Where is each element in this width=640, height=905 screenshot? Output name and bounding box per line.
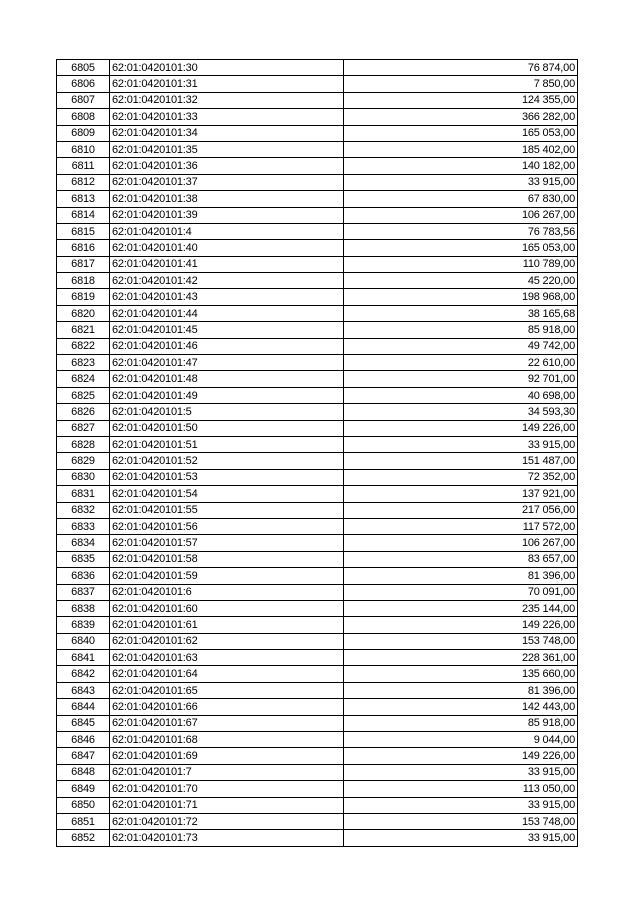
- cadastral-number-cell: 62:01:0420101:49: [110, 387, 344, 403]
- table-row: [57, 502, 578, 518]
- cadastral-number-cell: 62:01:0420101:42: [110, 273, 344, 289]
- row-number-cell: 6805: [57, 60, 110, 76]
- value-cell: 72 352,00: [344, 469, 578, 485]
- row-number-cell: 6830: [57, 469, 110, 485]
- row-number-cell: 6817: [57, 256, 110, 272]
- row-number-cell: 6842: [57, 666, 110, 682]
- cadastral-number-cell: 62:01:0420101:54: [110, 486, 344, 502]
- cadastral-number-cell: 62:01:0420101:67: [110, 715, 344, 731]
- value-cell: 165 053,00: [344, 125, 578, 141]
- row-number-cell: 6828: [57, 436, 110, 452]
- table-row: [57, 715, 578, 731]
- table-row: [57, 338, 578, 354]
- row-number-cell: 6820: [57, 305, 110, 321]
- table-row: [57, 617, 578, 633]
- cadastral-number-cell: 62:01:0420101:5: [110, 404, 344, 420]
- table-row: [57, 486, 578, 502]
- table-row: [57, 174, 578, 190]
- cadastral-number-cell: 62:01:0420101:43: [110, 289, 344, 305]
- value-cell: 117 572,00: [344, 518, 578, 534]
- cadastral-number-cell: 62:01:0420101:72: [110, 813, 344, 829]
- value-cell: 124 355,00: [344, 92, 578, 108]
- value-cell: 34 593,30: [344, 404, 578, 420]
- table-row: [57, 158, 578, 174]
- table-row: [57, 223, 578, 239]
- value-cell: 85 918,00: [344, 715, 578, 731]
- row-number-cell: 6812: [57, 174, 110, 190]
- row-number-cell: 6841: [57, 650, 110, 666]
- row-number-cell: 6843: [57, 682, 110, 698]
- table-row: [57, 633, 578, 649]
- value-cell: 33 915,00: [344, 174, 578, 190]
- row-number-cell: 6809: [57, 125, 110, 141]
- row-number-cell: 6839: [57, 617, 110, 633]
- cadastral-value-table: [56, 59, 578, 847]
- row-number-cell: 6832: [57, 502, 110, 518]
- value-cell: 217 056,00: [344, 502, 578, 518]
- row-number-cell: 6825: [57, 387, 110, 403]
- value-cell: 106 267,00: [344, 535, 578, 551]
- row-number-cell: 6845: [57, 715, 110, 731]
- cadastral-number-cell: 62:01:0420101:48: [110, 371, 344, 387]
- row-number-cell: 6824: [57, 371, 110, 387]
- table-row: [57, 732, 578, 748]
- value-cell: 106 267,00: [344, 207, 578, 223]
- value-cell: 76 783,56: [344, 223, 578, 239]
- value-cell: 9 044,00: [344, 732, 578, 748]
- value-cell: 38 165,68: [344, 305, 578, 321]
- cadastral-number-cell: 62:01:0420101:37: [110, 174, 344, 190]
- cadastral-number-cell: 62:01:0420101:73: [110, 830, 344, 846]
- table-row: [57, 256, 578, 272]
- row-number-cell: 6835: [57, 551, 110, 567]
- row-number-cell: 6833: [57, 518, 110, 534]
- cadastral-number-cell: 62:01:0420101:51: [110, 436, 344, 452]
- cadastral-number-cell: 62:01:0420101:56: [110, 518, 344, 534]
- row-number-cell: 6852: [57, 830, 110, 846]
- value-cell: 7 850,00: [344, 76, 578, 92]
- row-number-cell: 6849: [57, 781, 110, 797]
- table-body: [57, 60, 578, 847]
- table-row: [57, 453, 578, 469]
- row-number-cell: 6840: [57, 633, 110, 649]
- table-row: [57, 781, 578, 797]
- row-number-cell: 6851: [57, 813, 110, 829]
- value-cell: 149 226,00: [344, 748, 578, 764]
- cadastral-number-cell: 62:01:0420101:58: [110, 551, 344, 567]
- table-row: [57, 92, 578, 108]
- value-cell: 81 396,00: [344, 568, 578, 584]
- row-number-cell: 6814: [57, 207, 110, 223]
- table-row: [57, 568, 578, 584]
- row-number-cell: 6819: [57, 289, 110, 305]
- table-row: [57, 830, 578, 846]
- cadastral-number-cell: 62:01:0420101:41: [110, 256, 344, 272]
- row-number-cell: 6808: [57, 109, 110, 125]
- value-cell: 85 918,00: [344, 322, 578, 338]
- table-row: [57, 273, 578, 289]
- row-number-cell: 6815: [57, 223, 110, 239]
- value-cell: 110 789,00: [344, 256, 578, 272]
- value-cell: 366 282,00: [344, 109, 578, 125]
- table-row: [57, 191, 578, 207]
- row-number-cell: 6821: [57, 322, 110, 338]
- value-cell: 149 226,00: [344, 420, 578, 436]
- row-number-cell: 6844: [57, 699, 110, 715]
- value-cell: 198 968,00: [344, 289, 578, 305]
- value-cell: 67 830,00: [344, 191, 578, 207]
- row-number-cell: 6813: [57, 191, 110, 207]
- table-row: [57, 240, 578, 256]
- cadastral-number-cell: 62:01:0420101:30: [110, 60, 344, 76]
- value-cell: 149 226,00: [344, 617, 578, 633]
- table-row: [57, 650, 578, 666]
- cadastral-number-cell: 62:01:0420101:64: [110, 666, 344, 682]
- row-number-cell: 6806: [57, 76, 110, 92]
- table-row: [57, 76, 578, 92]
- row-number-cell: 6850: [57, 797, 110, 813]
- table-row: [57, 666, 578, 682]
- cadastral-number-cell: 62:01:0420101:65: [110, 682, 344, 698]
- value-cell: 235 144,00: [344, 600, 578, 616]
- cadastral-number-cell: 62:01:0420101:53: [110, 469, 344, 485]
- row-number-cell: 6838: [57, 600, 110, 616]
- value-cell: 45 220,00: [344, 273, 578, 289]
- row-number-cell: 6826: [57, 404, 110, 420]
- cadastral-number-cell: 62:01:0420101:6: [110, 584, 344, 600]
- cadastral-number-cell: 62:01:0420101:35: [110, 141, 344, 157]
- cadastral-number-cell: 62:01:0420101:45: [110, 322, 344, 338]
- table-row: [57, 387, 578, 403]
- cadastral-number-cell: 62:01:0420101:7: [110, 764, 344, 780]
- cadastral-number-cell: 62:01:0420101:38: [110, 191, 344, 207]
- cadastral-number-cell: 62:01:0420101:34: [110, 125, 344, 141]
- value-cell: 49 742,00: [344, 338, 578, 354]
- table-row: [57, 420, 578, 436]
- value-cell: 113 050,00: [344, 781, 578, 797]
- table-row: [57, 551, 578, 567]
- cadastral-number-cell: 62:01:0420101:52: [110, 453, 344, 469]
- row-number-cell: 6823: [57, 355, 110, 371]
- cadastral-number-cell: 62:01:0420101:60: [110, 600, 344, 616]
- table-row: [57, 813, 578, 829]
- table-row: [57, 797, 578, 813]
- table-row: [57, 125, 578, 141]
- cadastral-number-cell: 62:01:0420101:40: [110, 240, 344, 256]
- value-cell: 81 396,00: [344, 682, 578, 698]
- cadastral-number-cell: 62:01:0420101:50: [110, 420, 344, 436]
- cadastral-number-cell: 62:01:0420101:36: [110, 158, 344, 174]
- value-cell: 33 915,00: [344, 797, 578, 813]
- value-cell: 153 748,00: [344, 813, 578, 829]
- table-row: [57, 469, 578, 485]
- value-cell: 185 402,00: [344, 141, 578, 157]
- cadastral-number-cell: 62:01:0420101:55: [110, 502, 344, 518]
- table-row: [57, 436, 578, 452]
- table-row: [57, 600, 578, 616]
- value-cell: 151 487,00: [344, 453, 578, 469]
- cadastral-number-cell: 62:01:0420101:57: [110, 535, 344, 551]
- value-cell: 140 182,00: [344, 158, 578, 174]
- value-cell: 22 610,00: [344, 355, 578, 371]
- row-number-cell: 6846: [57, 732, 110, 748]
- value-cell: 40 698,00: [344, 387, 578, 403]
- row-number-cell: 6836: [57, 568, 110, 584]
- cadastral-number-cell: 62:01:0420101:31: [110, 76, 344, 92]
- row-number-cell: 6807: [57, 92, 110, 108]
- cadastral-number-cell: 62:01:0420101:62: [110, 633, 344, 649]
- row-number-cell: 6811: [57, 158, 110, 174]
- cadastral-number-cell: 62:01:0420101:68: [110, 732, 344, 748]
- cadastral-number-cell: 62:01:0420101:32: [110, 92, 344, 108]
- value-cell: 165 053,00: [344, 240, 578, 256]
- value-cell: 142 443,00: [344, 699, 578, 715]
- cadastral-number-cell: 62:01:0420101:66: [110, 699, 344, 715]
- cadastral-number-cell: 62:01:0420101:59: [110, 568, 344, 584]
- table-row: [57, 682, 578, 698]
- table-row: [57, 141, 578, 157]
- table-row: [57, 764, 578, 780]
- value-cell: 33 915,00: [344, 830, 578, 846]
- table-row: [57, 404, 578, 420]
- value-cell: 33 915,00: [344, 764, 578, 780]
- row-number-cell: 6848: [57, 764, 110, 780]
- row-number-cell: 6829: [57, 453, 110, 469]
- cadastral-number-cell: 62:01:0420101:39: [110, 207, 344, 223]
- table-row: [57, 289, 578, 305]
- table-row: [57, 109, 578, 125]
- value-cell: 76 874,00: [344, 60, 578, 76]
- row-number-cell: 6837: [57, 584, 110, 600]
- table-row: [57, 584, 578, 600]
- row-number-cell: 6816: [57, 240, 110, 256]
- table-row: [57, 207, 578, 223]
- cadastral-number-cell: 62:01:0420101:46: [110, 338, 344, 354]
- row-number-cell: 6827: [57, 420, 110, 436]
- cadastral-number-cell: 62:01:0420101:33: [110, 109, 344, 125]
- row-number-cell: 6818: [57, 273, 110, 289]
- table-row: [57, 518, 578, 534]
- table-row: [57, 748, 578, 764]
- value-cell: 137 921,00: [344, 486, 578, 502]
- row-number-cell: 6810: [57, 141, 110, 157]
- value-cell: 70 091,00: [344, 584, 578, 600]
- table-row: [57, 355, 578, 371]
- table-row: [57, 371, 578, 387]
- cadastral-number-cell: 62:01:0420101:70: [110, 781, 344, 797]
- row-number-cell: 6834: [57, 535, 110, 551]
- cadastral-number-cell: 62:01:0420101:63: [110, 650, 344, 666]
- cadastral-number-cell: 62:01:0420101:61: [110, 617, 344, 633]
- cadastral-number-cell: 62:01:0420101:71: [110, 797, 344, 813]
- table-row: [57, 60, 578, 76]
- row-number-cell: 6822: [57, 338, 110, 354]
- row-number-cell: 6831: [57, 486, 110, 502]
- value-cell: 33 915,00: [344, 436, 578, 452]
- value-cell: 153 748,00: [344, 633, 578, 649]
- value-cell: 92 701,00: [344, 371, 578, 387]
- value-cell: 135 660,00: [344, 666, 578, 682]
- cadastral-number-cell: 62:01:0420101:44: [110, 305, 344, 321]
- table-row: [57, 322, 578, 338]
- value-cell: 83 657,00: [344, 551, 578, 567]
- cadastral-number-cell: 62:01:0420101:4: [110, 223, 344, 239]
- cadastral-number-cell: 62:01:0420101:69: [110, 748, 344, 764]
- cadastral-number-cell: 62:01:0420101:47: [110, 355, 344, 371]
- table-row: [57, 535, 578, 551]
- table-row: [57, 699, 578, 715]
- row-number-cell: 6847: [57, 748, 110, 764]
- value-cell: 228 361,00: [344, 650, 578, 666]
- table-row: [57, 305, 578, 321]
